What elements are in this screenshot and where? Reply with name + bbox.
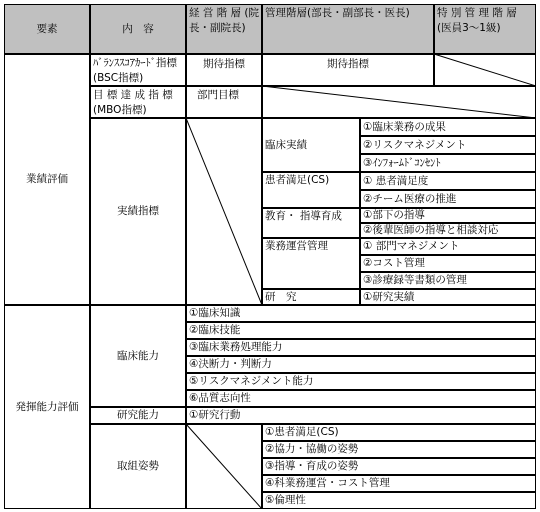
mbo-mgmt-empty	[262, 86, 536, 118]
attitude-item-1	[262, 424, 536, 441]
clinical-ability-item-2	[186, 322, 536, 339]
research-ability-label	[90, 407, 186, 424]
group-cs	[262, 172, 360, 208]
item-text: ④決断力・判断力	[189, 358, 272, 370]
item-text: ③指導・育成の姿勢	[265, 460, 359, 472]
ability-eval-text: 発揮能力評価	[15, 400, 79, 413]
item-text: ③診療録等書類の管理	[363, 274, 467, 286]
bsc-mgmt	[262, 54, 434, 86]
bsc-exec	[186, 54, 262, 86]
actual-label	[90, 118, 186, 305]
item-text: ③ｲﾝﾌｫｰﾑﾄﾞｺﾝｾﾝﾄ	[363, 156, 441, 169]
clinical-ability-item-3	[186, 339, 536, 356]
group-operations	[262, 238, 360, 289]
header-content-text: 内 容	[122, 22, 154, 35]
item-text: ②後輩医師の指導と相談対応	[363, 224, 499, 236]
group-clinical-text: 臨床実績	[265, 138, 307, 151]
actual-exec-empty	[186, 118, 262, 305]
research-ability-item-1	[186, 407, 536, 424]
attitude-item-2	[262, 441, 536, 458]
group-clinical	[262, 118, 360, 172]
item-text: ②協力・協働の姿勢	[265, 443, 359, 455]
item-text: ① 部門マネジメント	[363, 240, 460, 252]
header-content	[90, 4, 186, 54]
mbo-exec	[186, 86, 262, 118]
group-research	[262, 289, 360, 305]
item-text: ①患者満足(CS)	[265, 426, 339, 438]
bsc-special-empty	[434, 54, 536, 86]
item-edu-1	[360, 208, 536, 223]
item-cs-1	[360, 172, 536, 190]
ability-eval-label	[4, 305, 90, 509]
item-research-1	[360, 289, 536, 305]
item-text: ⑤倫理性	[265, 494, 306, 506]
item-text: ①研究行動	[189, 409, 241, 421]
item-text: ①部下の指導	[363, 209, 425, 221]
header-exec	[186, 4, 262, 54]
item-text: ①研究実績	[363, 290, 415, 303]
item-text: ③臨床業務処理能力	[189, 341, 283, 353]
attitude-item-3	[262, 458, 536, 475]
attitude-exec-empty	[186, 424, 262, 509]
clinical-ability-label	[90, 305, 186, 407]
item-clinical-1	[360, 118, 536, 136]
item-text: ②コスト管理	[363, 257, 425, 269]
group-research-text: 研 究	[265, 290, 297, 303]
attitude-text: 取組姿勢	[117, 460, 159, 472]
item-text: ④科業務運営・コスト管理	[265, 477, 390, 489]
header-special	[434, 4, 536, 54]
item-ops-2	[360, 255, 536, 272]
bsc-mgmt-text: 期待指標	[327, 58, 369, 70]
evaluation-table	[4, 4, 536, 509]
item-clinical-2	[360, 136, 536, 154]
mbo-label	[90, 86, 186, 118]
clinical-ability-item-4	[186, 356, 536, 373]
header-element	[4, 4, 90, 54]
performance-eval-text: 業績評価	[26, 173, 68, 185]
item-edu-2	[360, 223, 536, 238]
clinical-ability-item-6	[186, 390, 536, 407]
clinical-ability-item-5	[186, 373, 536, 390]
item-cs-2	[360, 190, 536, 208]
research-ability-text: 研究能力	[117, 409, 159, 421]
attitude-item-4	[262, 475, 536, 492]
actual-label-text: 実績指標	[117, 205, 159, 217]
performance-eval-label	[4, 54, 90, 305]
bsc-label	[90, 54, 186, 86]
mbo-label-text: 目 標 達 成 指 標 (MBO指標)	[93, 89, 173, 116]
header-element-text: 要素	[36, 22, 58, 35]
item-clinical-3	[360, 154, 536, 172]
group-education-text: 教育・ 指導育成	[265, 210, 342, 222]
bsc-exec-text: 期待指標	[203, 58, 245, 70]
clinical-ability-text: 臨床能力	[117, 349, 159, 362]
group-cs-text: 患者満足(CS)	[265, 174, 330, 186]
item-text: ⑥品質志向性	[189, 392, 251, 404]
item-text: ① 患者満足度	[363, 174, 429, 187]
group-education	[262, 208, 360, 238]
attitude-label	[90, 424, 186, 509]
header-exec-text: 経 営 階 層 (院長・副院長)	[189, 7, 259, 34]
item-ops-1	[360, 238, 536, 255]
item-text: ⑤リスクマネジメント能力	[189, 375, 314, 387]
mbo-exec-text: 部門目標	[197, 89, 239, 101]
item-text: ②チーム医療の推進	[363, 192, 457, 205]
group-operations-text: 業務運営管理	[265, 240, 328, 252]
bsc-label-text: ﾊﾞﾗﾝｽｽｺｱｶｰﾄﾞ指標(BSC指標)	[93, 57, 177, 84]
header-special-text: 特 別 管 理 階 層 (医員3～1級)	[437, 7, 517, 34]
header-mgmt-text: 管理階層(部長・副部長・医長)	[265, 7, 410, 19]
header-mgmt	[262, 4, 434, 54]
item-text: ②リスクマネジメント	[363, 138, 467, 151]
item-ops-3	[360, 272, 536, 289]
item-text: ②臨床技能	[189, 324, 241, 336]
item-text: ①臨床知識	[189, 307, 241, 319]
item-text: ①臨床業務の成果	[363, 120, 446, 133]
clinical-ability-item-1	[186, 305, 536, 322]
attitude-item-5	[262, 492, 536, 509]
